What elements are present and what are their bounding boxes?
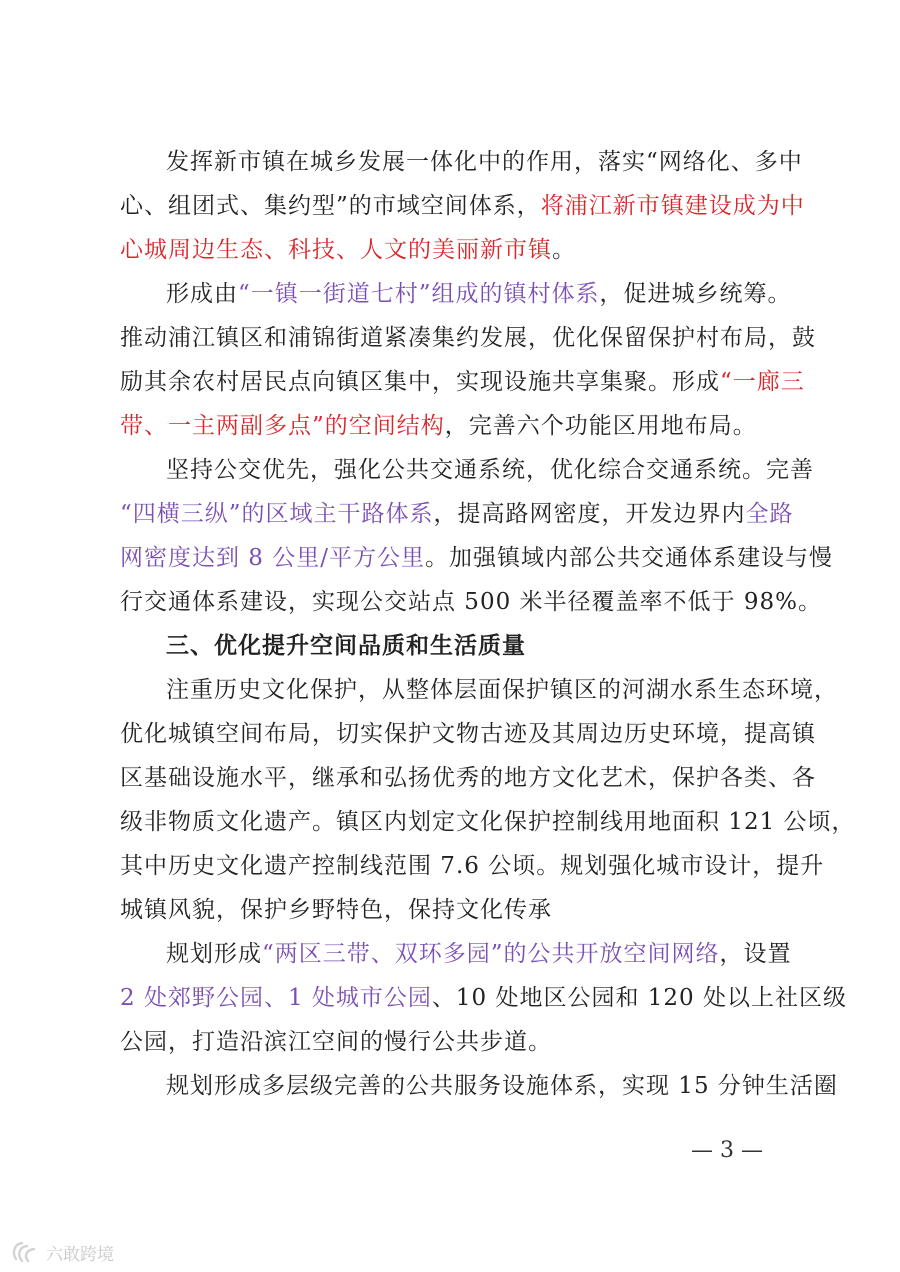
text-segment: 规划形成 xyxy=(166,941,262,967)
text-line xyxy=(120,844,825,888)
text-line xyxy=(120,1064,838,1108)
text-line xyxy=(120,228,780,272)
text-line xyxy=(120,492,794,536)
text-segment: 励其余农村居民点向镇区集中，实现设施共享集聚。形成 xyxy=(120,369,720,395)
text-line xyxy=(120,404,780,448)
highlight-segment: “四横三纵”的区域主干路体系 xyxy=(120,501,434,527)
text-line xyxy=(120,140,803,184)
text-segment: 城镇风貌，保护乡野特色，保持文化传承 xyxy=(120,897,552,923)
text-line xyxy=(120,360,805,404)
text-segment: 行交通体系建设，实现公交站点 500 米半径覆盖率不低于 98%。 xyxy=(120,589,822,615)
text-line xyxy=(120,580,822,624)
text-segment: ，促进城乡统筹。 xyxy=(599,281,792,307)
highlight-segment: “一廊三 xyxy=(720,369,805,395)
highlight-segment: 全路 xyxy=(745,501,794,527)
text-line xyxy=(120,316,816,360)
text-line xyxy=(120,800,856,844)
watermark-logo-icon xyxy=(10,1239,40,1265)
text-segment: 。 xyxy=(552,237,576,263)
text-segment: 三、优化提升空间品质和生活质量 xyxy=(166,633,526,659)
text-line xyxy=(120,448,814,492)
text-line xyxy=(120,272,792,316)
text-segment: 区基础设施水平，继承和弘扬优秀的地方文化艺术，保护各类、各 xyxy=(120,765,816,791)
page-number: — 3 — xyxy=(691,1138,763,1163)
highlight-segment: 心城周边生态、科技、人文的美丽新市镇 xyxy=(120,237,552,263)
text-segment: ，完善六个功能区用地布局。 xyxy=(444,413,757,439)
text-segment: 发挥新市镇在城乡发展一体化中的作用，落实“网络化、多中 xyxy=(166,149,803,175)
watermark xyxy=(10,1236,114,1268)
text-line xyxy=(120,932,792,976)
text-segment: 公园，打造沿滨江空间的慢行公共步道。 xyxy=(120,1029,552,1055)
text-segment: 优化城镇空间布局，切实保护文物古迹及其周边历史环境，提高镇 xyxy=(120,721,816,747)
text-segment: 坚持公交优先，强化公共交通系统，优化综合交通系统。完善 xyxy=(166,457,814,483)
document-body xyxy=(120,140,856,1108)
text-line xyxy=(120,712,816,756)
text-line xyxy=(120,184,805,228)
highlight-segment: “一镇一街道七村”组成的镇村体系 xyxy=(238,281,600,307)
text-segment: 其中历史文化遗产控制线范围 7.6 公顷。规划强化城市设计，提升 xyxy=(120,853,825,879)
text-segment: 心、组团式、集约型”的市域空间体系， xyxy=(120,193,541,219)
text-segment: ，设置 xyxy=(719,941,792,967)
highlight-segment: 带、一主两副多点”的空间结构 xyxy=(120,413,445,439)
text-line xyxy=(120,536,834,580)
text-segment: 。加强镇域内部公共交通体系建设与慢 xyxy=(425,545,834,571)
text-segment: 级非物质文化遗产。镇区内划定文化保护控制线用地面积 121 公顷， xyxy=(120,809,856,835)
highlight-segment: 网密度达到 8 公里/平方公里 xyxy=(120,545,426,571)
highlight-segment: 2 处郊野公园、1 处城市公园 xyxy=(120,985,432,1011)
text-segment: 推动浦江镇区和浦锦街道紧凑集约发展，优化保留保护村布局，鼓 xyxy=(120,325,816,351)
highlight-segment: 将浦江新市镇建设成为中 xyxy=(540,193,805,219)
text-line xyxy=(120,1020,780,1064)
text-line xyxy=(120,888,780,932)
text-line xyxy=(120,756,816,800)
text-segment: 规划形成多层级完善的公共服务设施体系，实现 15 分钟生活圈 xyxy=(166,1073,838,1099)
text-line xyxy=(120,668,838,712)
text-segment: 、10 处地区公园和 120 处以上社区级 xyxy=(431,985,847,1011)
watermark-text: 六敢跨境 xyxy=(46,1244,114,1265)
text-segment: 注重历史文化保护，从整体层面保护镇区的河湖水系生态环境， xyxy=(166,677,838,703)
text-segment: 形成由 xyxy=(166,281,238,307)
section-heading xyxy=(120,624,780,668)
text-segment: ，提高路网密度，开发边界内 xyxy=(433,501,746,527)
text-line xyxy=(120,976,847,1020)
highlight-segment: “两区三带、双环多园”的公共开放空间网络 xyxy=(262,941,720,967)
